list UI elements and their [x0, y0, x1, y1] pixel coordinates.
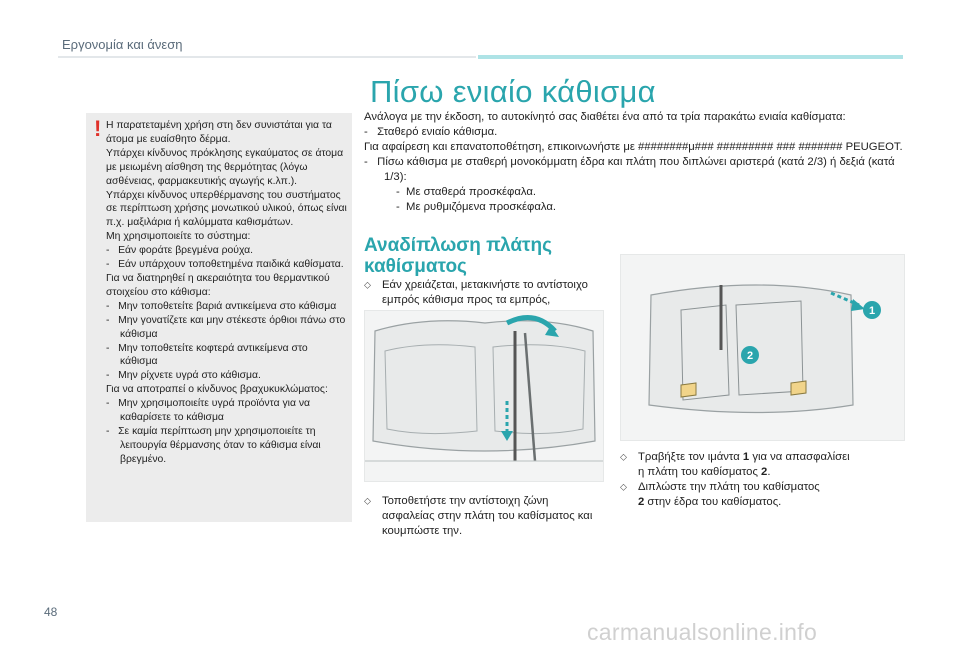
intro-list-item: - Με σταθερά προσκέφαλα. — [396, 186, 537, 198]
header-rule — [58, 56, 476, 58]
intro-list-item: - Πίσω κάθισμα με σταθερή μονοκόμματη έδρα και πλάτη που διπλώνει αριστερά (κατά 2/3) ή δεξιά (κατά 1/3): — [364, 156, 895, 183]
warning-list-item: - Εάν φοράτε βρεγμένα ρούχα. — [106, 245, 254, 257]
step-arrow-icon: ⬦ — [364, 280, 371, 291]
page-title: Πίσω ενιαίο κάθισμα — [370, 74, 656, 109]
section-header: Εργονομία και άνεση — [62, 37, 183, 52]
step-arrow-icon: ⬦ — [364, 496, 371, 507]
step-2: ⬦ Τοποθετήστε την αντίστοιχη ζώνη ασφαλείας στην πλάτη του καθίσματος και κουμπώστε την. — [364, 495, 593, 537]
rear-seat-belt-illustration — [364, 310, 604, 482]
warning-icon: ! — [94, 116, 102, 141]
step-arrow-icon: ⬦ — [620, 482, 627, 493]
section-subheading: Αναδίπλωση πλάτης καθίσματος — [364, 235, 552, 277]
seat-drawing — [365, 311, 603, 481]
svg-text:2: 2 — [746, 350, 754, 362]
intro-list-item: - Με ρυθμιζόμενα προσκέφαλα. — [396, 201, 557, 213]
warning-paragraph: Υπάρχει κίνδυνος υπερθέρμανσης του συστήματος σε περίπτωση χρήσης μονωτικού υλικού, όπως είναι π.χ. μαξιλάρια ή καλύμματα καθισμάτων. — [106, 189, 347, 229]
warning-list-item: - Μην χρησιμοποιείτε υγρά προϊόντα για να καθαρίσετε το κάθισμα — [106, 398, 311, 424]
svg-text:1: 1 — [868, 305, 876, 317]
step-arrow-icon: ⬦ — [620, 452, 627, 463]
intro-paragraph: Για αφαίρεση και επανατοποθέτηση, επικοινωνήστε με ########μ### ######### ### ####### PEUGEOT. — [364, 141, 903, 153]
warning-paragraph: Για να διατηρηθεί η ακεραιότητα του θερμαντικού στοιχείου στο κάθισμα: — [106, 272, 330, 298]
intro-list-item: - Σταθερό ενιαίο κάθισμα. — [364, 126, 498, 138]
step-1: ⬦ Εάν χρειάζεται, μετακινήστε το αντίστοιχο εμπρός κάθισμα προς τα εμπρός, — [364, 279, 588, 306]
intro-text — [364, 110, 904, 215]
intro-paragraph: Ανάλογα με την έκδοση, το αυτοκίνητό σας διαθέτει ένα από τα τρία παρακάτω ενιαία καθίσματα: — [364, 111, 846, 123]
warning-text — [106, 119, 348, 467]
step-3: ⬦ Τραβήξτε τον ιμάντα 1 για να απασφαλίσει η πλάτη του καθίσματος 2. ⬦ Διπλώστε την πλάτη του καθίσματος 2 στην έδρα του καθίσματος. — [620, 451, 850, 508]
warning-list-item: - Μην ρίχνετε υγρά στο κάθισμα. — [106, 370, 261, 382]
header-accent-bar — [478, 55, 903, 59]
warning-list-item: - Μην τοποθετείτε κοφτερά αντικείμενα στο κάθισμα — [106, 342, 308, 368]
warning-paragraph: Για να αποτραπεί ο κίνδυνος βραχυκυκλώματος: — [106, 384, 328, 396]
warning-list-item: - Εάν υπάρχουν τοποθετημένα παιδικά καθίσματα. — [106, 259, 344, 271]
warning-paragraph: Μη χρησιμοποιείτε το σύστημα: — [106, 231, 251, 243]
page-number: 48 — [44, 605, 58, 619]
warning-list-item: - Μην γονατίζετε και μην στέκεστε όρθιοι πάνω στο κάθισμα — [106, 314, 346, 340]
warning-list-item: - Σε καμία περίπτωση μην χρησιμοποιείτε τη λειτουργία θέρμανσης όταν το κάθισμα είναι βρεγμένο. — [106, 425, 321, 465]
seat-back-folding-illustration — [620, 254, 905, 441]
warning-list-item: - Μην τοποθετείτε βαριά αντικείμενα στο κάθισμα — [106, 300, 337, 312]
watermark: carmanualsonline.info — [587, 619, 818, 645]
seat-fold-drawing — [621, 255, 904, 440]
warning-paragraph: Υπάρχει κίνδυνος πρόκλησης εγκαύματος σε άτομα με μειωμένη αίσθηση της θερμότητας (λόγω ασθένειας, φαρμακευτικής αγωγής κ.λπ.). — [106, 147, 344, 187]
warning-paragraph: Η παρατεταμένη χρήση στη δεν συνιστάται για τα άτομα με ευαίσθητο δέρμα. — [106, 120, 332, 145]
